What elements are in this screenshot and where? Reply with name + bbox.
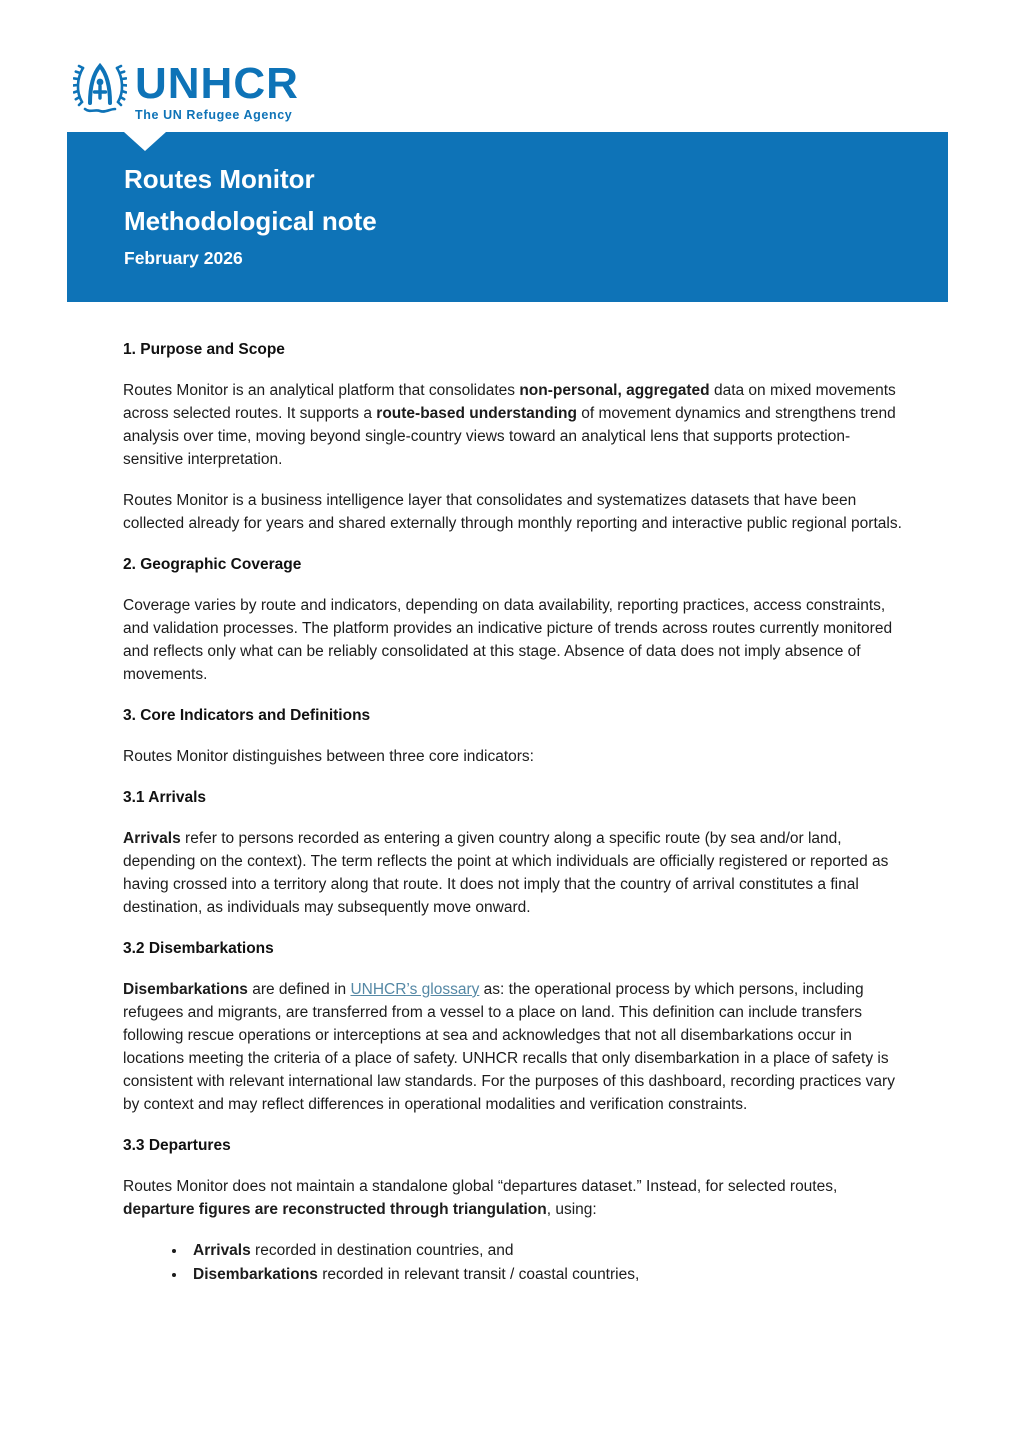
heading-departures: 3.3 Departures: [123, 1137, 231, 1154]
paragraph-arrivals: Arrivals refer to persons recorded as entering a given country along a specific route (by sea and/or land, depending on the context). The term reflects the point at which individuals are officially registered or reported as having crossed into a territory along that route. It does not imply that the country of arrival constitutes a final destination, as individuals may subsequently move onward.: [123, 830, 889, 916]
paragraph-indicators-intro: Routes Monitor distinguishes between three core indicators:: [123, 748, 534, 765]
document-body: [123, 338, 905, 1287]
heading-geographic-coverage: 2. Geographic Coverage: [123, 556, 302, 573]
logo-tagline: The UN Refugee Agency: [135, 108, 293, 122]
heading-core-indicators: 3. Core Indicators and Definitions: [123, 707, 371, 724]
unhcr-refugee-emblem-icon: [73, 56, 127, 118]
list-item: • Disembarkations recorded in relevant transit / coastal countries,: [187, 1263, 905, 1286]
unhcr-logo: [73, 56, 299, 122]
list-item: • Arrivals recorded in destination countries, and: [187, 1239, 905, 1262]
paragraph-purpose-1: Routes Monitor is an analytical platform that consolidates non-personal, aggregated data on mixed movements across selected routes. It supports a route-based understanding of movement dynamics and strengthens trend analysis over time, moving beyond single-country views toward an analytical lens that supports protection-sensitive interpretation.: [123, 382, 896, 468]
unhcr-glossary-link[interactable]: UNHCR’s glossary: [350, 981, 480, 998]
departures-bullet-list: [123, 1239, 905, 1286]
paragraph-disembarkations: Disembarkations are defined in UNHCR’s glossary as: the operational process by which persons, including refugees and migrants, are transferred from a vessel to a place on land. This definition can include transfers following rescue operations or interceptions at sea and acknowledges that not all disembarkations occur in locations meeting the criteria of a place of safety. UNHCR recalls that only disembarkation in a place of safety is consistent with relevant international law standards. For the purposes of this dashboard, recording practices vary by context and may reflect differences in operational modalities and verification constraints.: [123, 981, 895, 1113]
heading-arrivals: 3.1 Arrivals: [123, 789, 207, 806]
paragraph-departures: Routes Monitor does not maintain a standalone global “departures dataset.” Instead, for selected routes, departure figures are reconstructed through triangulation, using:: [123, 1178, 838, 1218]
paragraph-purpose-2: Routes Monitor is a business intelligence layer that consolidates and systematizes datasets that have been collected already for years and shared externally through monthly reporting and interactive public regional portals.: [123, 492, 902, 532]
document-title: Routes Monitor: [124, 164, 315, 194]
logo-wordmark: UNHCR: [135, 59, 299, 108]
document-subtitle: Methodological note: [124, 206, 377, 236]
title-banner: [67, 132, 948, 302]
heading-disembarkations: 3.2 Disembarkations: [123, 940, 274, 957]
paragraph-coverage: Coverage varies by route and indicators, depending on data availability, reporting practices, access constraints, and validation processes. The platform provides an indicative picture of trends across routes currently monitored and reflects only what can be reliably consolidated at this stage. Absence of data does not imply absence of movements.: [123, 597, 893, 683]
banner-notch: [124, 132, 166, 151]
heading-purpose-and-scope: 1. Purpose and Scope: [123, 341, 285, 358]
document-date: February 2026: [124, 248, 243, 268]
